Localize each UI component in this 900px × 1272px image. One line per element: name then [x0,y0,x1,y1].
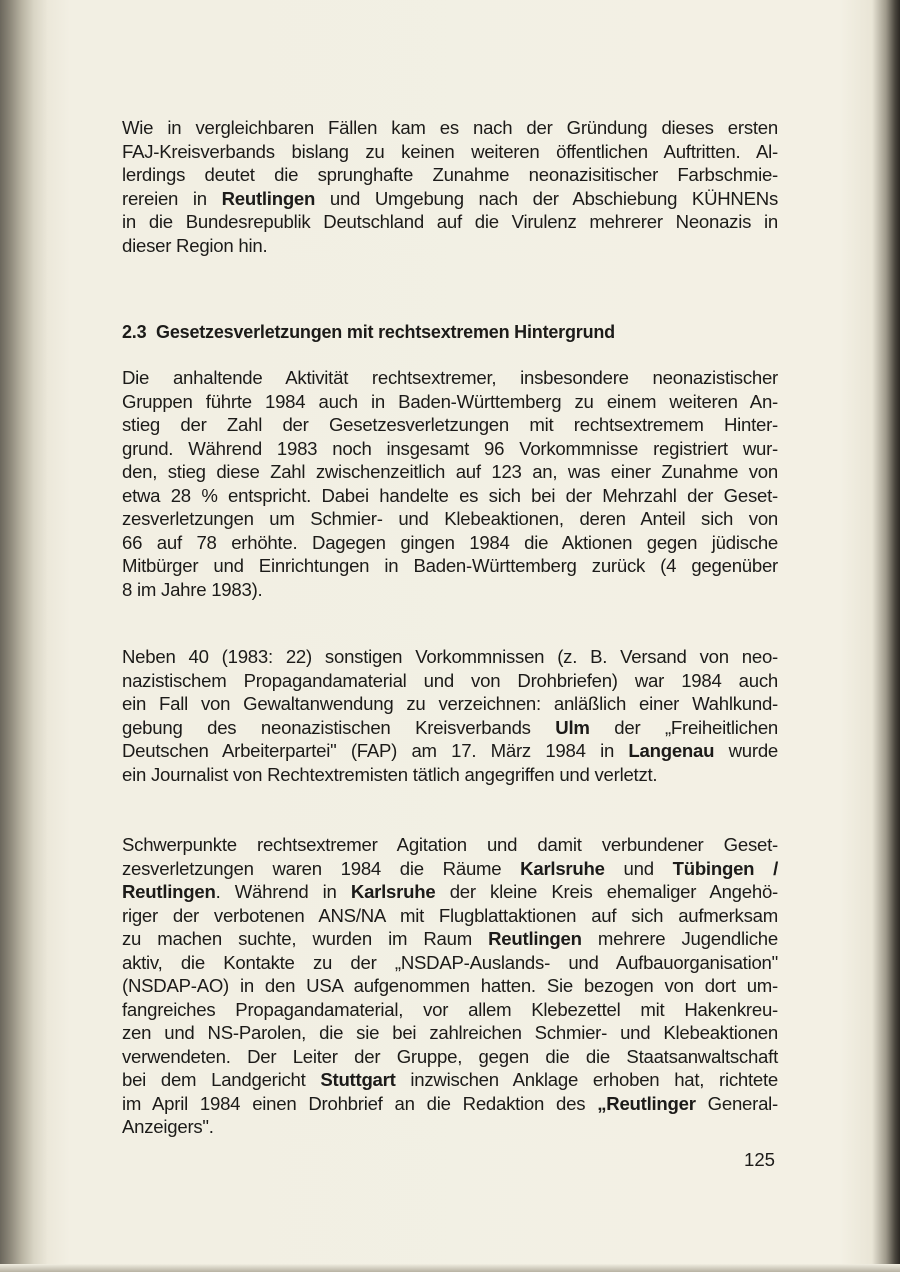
text-run: ein Journalist von Rechtextremisten tätlich angegriffen und verletzt. [122,763,658,785]
text-run: rereien in [122,187,222,209]
text-run: Gruppen führte 1984 auch in Baden-Württemberg zu einem weiteren An- [122,390,778,412]
text-run: Schwerpunkte rechtsextremer Agitation und damit verbundener Geset- [122,834,778,855]
text-line [122,578,778,602]
bold-place-name: Reutlingen [488,928,582,949]
text-run: Mitbürger und Einrichtungen in Baden-Württemberg zurück (4 gegenüber [122,555,778,576]
text-run: zen und NS-Parolen, die sie bei zahlreichen Schmier- und Klebeaktionen [122,1022,778,1043]
text-line [122,857,778,881]
text-run: FAJ-Kreisverbands bislang zu keinen weiteren öffentlichen Auftritten. Al- [122,140,778,162]
text-run: 8 im Jahre 1983). [122,578,263,600]
text-run: den, stieg diese Zahl zwischenzeitlich auf 123 an, was einer Zunahme von [122,461,778,482]
text-line [122,998,778,1022]
text-line [122,904,778,928]
text-run: fangreiches Propagandamaterial, vor allem Klebezettel mit Hakenkreu- [122,998,778,1020]
text-line [122,1068,778,1092]
text-line [122,163,778,187]
bold-place-name: „Reutlinger [597,1092,696,1114]
bold-place-name: Ulm [555,716,590,738]
text-line [122,1092,778,1116]
bold-place-name: Karlsruhe [520,857,605,879]
text-line [122,739,778,763]
text-line [122,366,778,390]
text-run: wurde [714,740,778,761]
text-line [122,460,778,484]
text-run: verwendeten. Der Leiter der Gruppe, gegen die die Staatsanwaltschaft [122,1045,778,1067]
text-run: und [604,857,673,879]
text-line [122,116,778,140]
text-run: stieg der Zahl der Gesetzesverletzungen mit rechtsextremem Hinter- [122,414,778,435]
text-run: etwa 28 % entspricht. Dabei handelte es sich bei der Mehrzahl der Geset- [122,484,778,506]
bold-place-name: Reutlingen [221,187,316,209]
text-line [122,716,778,740]
bold-place-name: Tübingen / [672,857,778,879]
text-run: Neben 40 (1983: 22) sonstigen Vorkommnissen (z. B. Versand von neo- [122,646,778,667]
text-run: dieser Region hin. [122,234,268,256]
text-run: der kleine Kreis ehemaliger Angehö- [435,881,778,902]
text-run: nazistischem Propagandamaterial und von Drohbriefen) war 1984 auch [122,669,778,691]
text-run: Wie in vergleichbaren Fällen kam es nach der Gründung dieses ersten [122,117,778,138]
text-line [122,669,778,693]
text-line [122,413,778,437]
text-line [122,234,778,258]
paragraph-focus-regions [122,833,778,1139]
text-run: gebung des neonazistischen Kreisverbands [122,716,556,738]
text-run: zu machen suchte, wurden im Raum [122,928,489,949]
text-line [122,833,778,857]
text-line [122,763,778,787]
text-run: Deutschen Arbeiterpartei" (FAP) am 17. März 1984 in [122,740,629,761]
text-run: inzwischen Anklage erhoben hat, richtete [395,1069,778,1090]
text-line [122,880,778,904]
text-run: in die Bundesrepublik Deutschland auf die Virulenz mehrerer Neonazis in [122,211,778,232]
text-run: . Während in [215,881,351,902]
paragraph-intro [122,116,778,257]
bold-place-name: Stuttgart [320,1069,396,1090]
text-line [122,927,778,951]
text-line [122,531,778,555]
text-line [122,437,778,461]
text-line [122,951,778,975]
text-run: riger der verbotenen ANS/NA mit Flugblattaktionen auf sich aufmerksam [122,904,778,926]
text-line [122,1115,778,1139]
text-line [122,484,778,508]
text-run: und Umgebung nach der Abschiebung KÜHNENs [315,187,778,209]
text-line [122,210,778,234]
text-run: mehrere Jugendliche [581,928,778,949]
text-run: General- [695,1092,778,1114]
text-run: 66 auf 78 erhöhte. Dagegen gingen 1984 die Aktionen gegen jüdische [122,531,778,553]
text-run: (NSDAP-AO) in den USA aufgenommen hatten. Sie bezogen von dort um- [122,975,778,996]
text-run: im April 1984 einen Drohbrief an die Redaktion des [122,1092,598,1114]
text-line [122,507,778,531]
text-run: grund. Während 1983 noch insgesamt 96 Vorkommnisse registriert wur- [122,437,778,459]
text-run: bei dem Landgericht [122,1069,321,1090]
text-run: der „Freiheitlichen [589,716,778,738]
text-run: Anzeigers". [122,1116,214,1137]
text-line [122,554,778,578]
text-run: zesverletzungen waren 1984 die Räume [122,857,521,879]
bold-place-name: Karlsruhe [350,881,436,902]
text-run: Die anhaltende Aktivität rechtsextremer, insbesondere neonazistischer [122,367,778,388]
text-run: zesverletzungen um Schmier- und Klebeaktionen, deren Anteil sich von [122,508,778,529]
text-line [122,187,778,211]
text-run: ein Fall von Gewaltanwendung zu verzeichnen: anläßlich einer Wahlkund- [122,693,778,714]
text-line [122,1045,778,1069]
bold-place-name: Langenau [628,740,715,761]
text-line [122,692,778,716]
page-number: 125 [744,1149,776,1170]
text-run: lerdings deutet die sprunghafte Zunahme neonazisitischer Farbschmie- [122,164,778,185]
page-edge [0,1264,900,1272]
paragraph-statistics [122,366,778,601]
bold-place-name: Reutlingen [122,881,216,902]
text-line [122,140,778,164]
paragraph-violence [122,645,778,786]
section-heading: 2.3 Gesetzesverletzungen mit rechtsextremen Hintergrund [122,322,615,342]
text-line [122,1021,778,1045]
text-line [122,974,778,998]
text-line [122,645,778,669]
text-run: aktiv, die Kontakte zu der „NSDAP-Auslands- und Aufbauorganisation" [122,951,778,973]
text-line [122,390,778,414]
